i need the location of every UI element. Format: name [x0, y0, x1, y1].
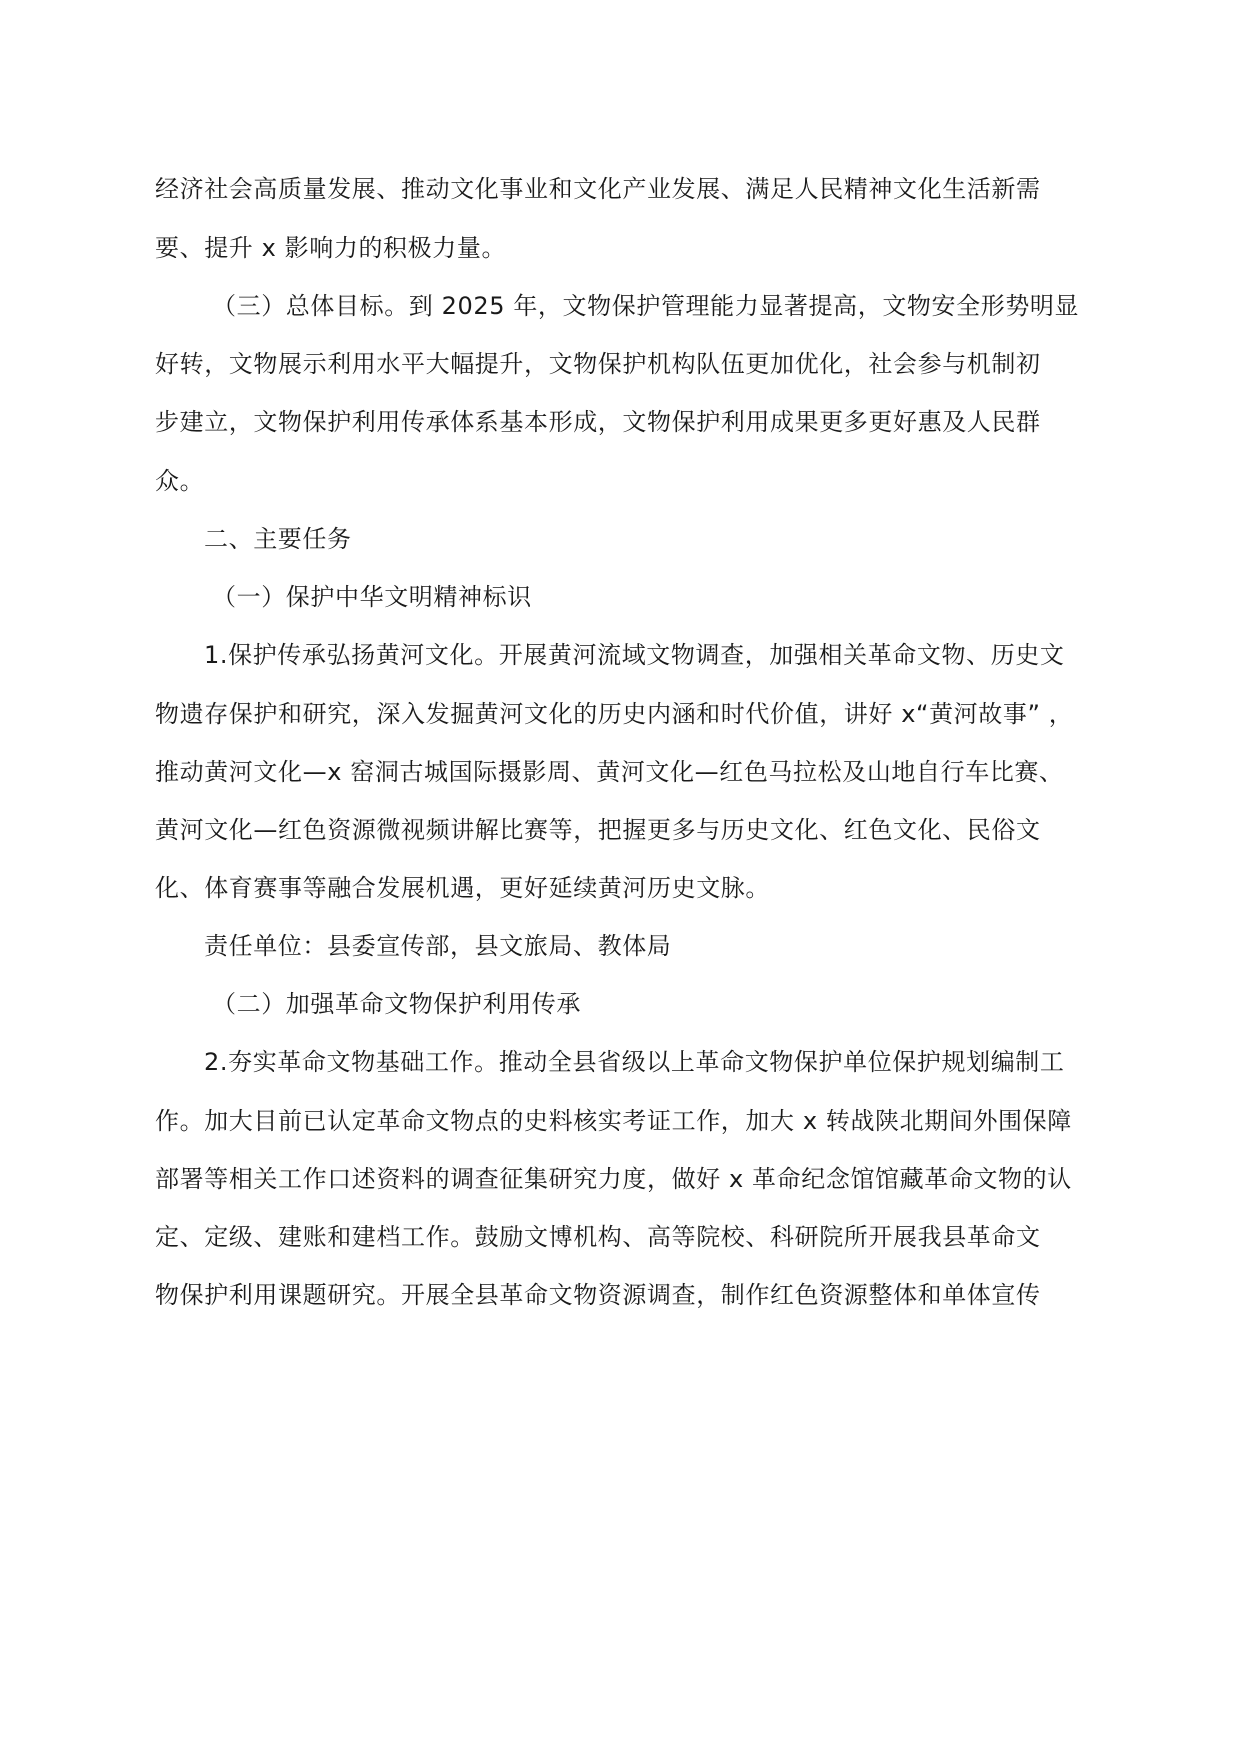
responsible-units-line: 责任单位：县委宣传部，县文旅局、教体局	[204, 932, 672, 960]
body-text-line: 要、提升 x 影响力的积极力量。	[155, 234, 507, 262]
body-text-line: 推动黄河文化—x 窑洞古城国际摄影周、黄河文化—红色马拉松及山地自行车比赛、	[155, 758, 1064, 786]
body-text-line: 众。	[155, 467, 205, 495]
body-text-line: 好转，文物展示利用水平大幅提升，文物保护机构队伍更加优化，社会参与机制初	[155, 350, 1041, 378]
body-text-line: 定、定级、建账和建档工作。鼓励文博机构、高等院校、科研院所开展我县革命文	[155, 1223, 1041, 1251]
body-text-line: 作。加大目前已认定革命文物点的史料核实考证工作，加大 x 转战陕北期间外围保障	[155, 1107, 1072, 1135]
body-text-line: 步建立，文物保护利用传承体系基本形成，文物保护利用成果更多更好惠及人民群	[155, 408, 1041, 436]
body-text-line: 黄河文化—红色资源微视频讲解比赛等，把握更多与历史文化、红色文化、民俗文	[155, 816, 1041, 844]
subsection-heading-1: （一）保护中华文明精神标识	[212, 583, 532, 611]
body-text-line: 部署等相关工作口述资料的调查征集研究力度，做好 x 革命纪念馆馆藏革命文物的认	[155, 1165, 1072, 1193]
section-heading-3: （三）总体目标。到 2025 年，文物保护管理能力显著提高，文物安全形势明显	[212, 292, 1080, 320]
subsection-heading-2: （二）加强革命文物保护利用传承	[212, 990, 581, 1018]
body-text-line: 化、体育赛事等融合发展机遇，更好延续黄河历史文脉。	[155, 874, 770, 902]
body-text-line: 物遗存保护和研究，深入发掘黄河文化的历史内涵和时代价值，讲好 x“黄河故事” ，	[155, 700, 1074, 728]
task-1-heading-line: 1.保护传承弘扬黄河文化。开展黄河流域文物调查，加强相关革命文物、历史文	[204, 641, 1065, 669]
chapter-heading-2: 二、主要任务	[204, 525, 352, 553]
body-text-line: 物保护利用课题研究。开展全县革命文物资源调查，制作红色资源整体和单体宣传	[155, 1281, 1041, 1309]
task-2-heading-line: 2.夯实革命文物基础工作。推动全县省级以上革命文物保护单位保护规划编制工	[204, 1048, 1065, 1076]
body-text-line: 经济社会高质量发展、推动文化事业和文化产业发展、满足人民精神文化生活新需	[155, 175, 1041, 203]
